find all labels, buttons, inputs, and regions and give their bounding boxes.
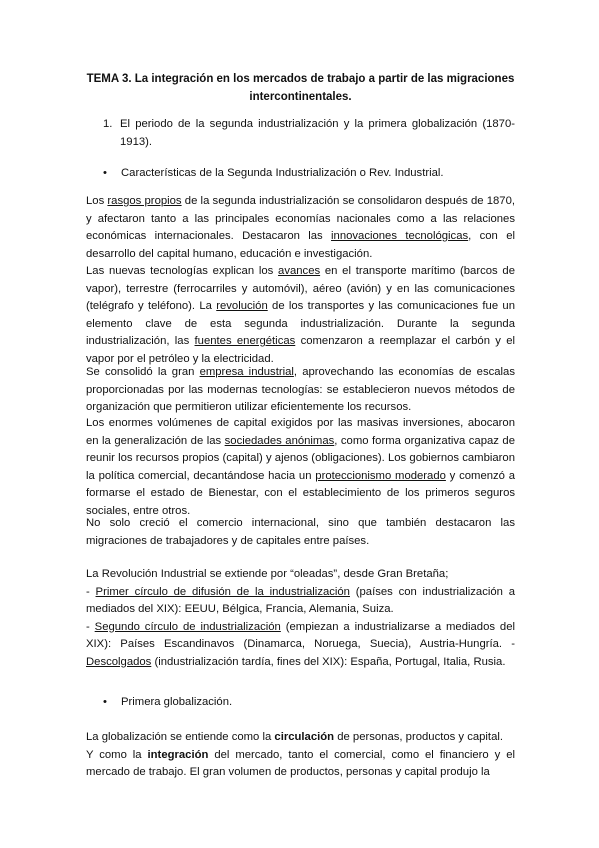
text-run: comenzaron a reemplazar el carbón y el vapor por el petróleo y la electricidad. xyxy=(86,335,515,365)
bullet-text: Características de la Segunda Industrialización o Rev. Industrial. xyxy=(121,167,444,179)
list-item-text: El periodo de la segunda industrialización y la primera globalización (1870-1913). xyxy=(120,118,515,148)
text-run: , aprovechando las economías de escalas proporcionadas por las modernas tecnologías: se establecieron nuevos métodos de organización que permitieron utilizar eficientemente los recursos. xyxy=(86,366,515,413)
paragraph-migraciones: No solo creció el comercio internacional, sino que también destacaron las migraciones de trabajadores y de capitales entre países. xyxy=(86,517,515,547)
paragraph-capital xyxy=(86,415,515,520)
text-run: (empiezan a industrializarse a mediados del XIX): Países Escandinavos (Dinamarca, Noruega, Suecia), Austria-Hungría. - xyxy=(86,620,515,650)
numbered-list-item xyxy=(86,116,515,151)
bullet-item-segunda-industrializacion xyxy=(86,165,515,183)
underlined-term: innovaciones tecnológicas xyxy=(331,230,469,242)
text-run: de los transportes y las comunicaciones fue un elemento clave de esta segunda industrialización. Durante la segunda industrialización, las xyxy=(86,300,515,347)
underlined-term: Descolgados xyxy=(86,655,152,668)
bullet-text: Primera globalización. xyxy=(121,696,233,708)
text-run: La globalización se entiende como la xyxy=(86,731,275,743)
text-run: en el transporte marítimo (barcos de vapor), terrestre (ferrocarriles y automóvil), aéreo (avión) y en las comunicaciones (telégrafo y teléfono). La xyxy=(86,265,515,312)
underlined-term: avances xyxy=(278,265,321,277)
integracion-line xyxy=(86,747,515,782)
text-run: (países con industrialización a mediados del XIX): EEUU, Bélgica, Francia, Alemania, Suiza. xyxy=(86,585,515,615)
bold-term: circulación xyxy=(274,731,335,743)
bullet-icon: • xyxy=(103,167,107,179)
paragraph-globalizacion xyxy=(86,729,515,782)
bullet-item-primera-globalizacion xyxy=(86,694,515,712)
bold-term: integración xyxy=(147,748,209,761)
underlined-term: rasgos propios xyxy=(107,195,182,207)
text-run: - xyxy=(86,585,96,598)
paragraph-oleadas xyxy=(86,566,515,671)
bullet-icon: • xyxy=(103,696,107,708)
text-run: , como forma organizativa capaz de reunir los recursos propios (capital) y ajenos (obligaciones). Los gobiernos cambiaron la política comercial, decantándose hacia un xyxy=(86,434,515,482)
underlined-term: Primer círculo de difusión de la industrialización xyxy=(95,585,350,598)
text-run: (industrialización tardía, fines del XIX): España, Portugal, Italia, Rusia. xyxy=(151,655,506,668)
underlined-term: proteccionismo moderado xyxy=(315,469,446,482)
text-run: Y como la xyxy=(86,748,148,761)
primer-circulo-line xyxy=(86,584,515,619)
text-run: de personas, productos y capital. xyxy=(334,731,504,743)
text-run: Se consolidó la gran xyxy=(86,366,200,378)
text-run: Los xyxy=(86,195,108,207)
list-number: 1. xyxy=(103,118,113,130)
oleadas-intro: La Revolución Industrial se extiende por “oleadas”, desde Gran Bretaña; xyxy=(86,568,449,580)
underlined-term: Segundo círculo de industrialización xyxy=(94,620,281,633)
underlined-term: sociedades anónimas xyxy=(224,434,335,447)
text-run: - xyxy=(86,620,95,633)
paragraph-tecnologias xyxy=(86,263,515,368)
text-run: de la segunda industrialización se consolidaron después de 1870, y afectaron tanto a las principales economías nacionales como a las relaciones económicas internacionales. Destacaron las xyxy=(86,195,515,242)
paragraph-rasgos xyxy=(86,193,515,263)
underlined-term: fuentes energéticas xyxy=(194,335,296,347)
text-run: del mercado, tanto el comercial, como el financiero y el mercado de trabajo. El gran volumen de productos, personas y capital produjo la xyxy=(86,748,515,778)
text-run: Los enormes volúmenes de capital exigidos por las masivas inversiones, abocaron en la generalización de las xyxy=(86,417,515,447)
text-run: y comenzó a formarse el estado de Bienestar, con el establecimiento de los primeros seguros sociales, entre otros. xyxy=(86,469,516,517)
document-title: TEMA 3. La integración en los mercados de trabajo a partir de las migraciones intercontinentales. xyxy=(86,73,515,103)
underlined-term: revolución xyxy=(216,300,268,312)
segundo-circulo-line xyxy=(86,619,515,672)
underlined-term: empresa industrial xyxy=(199,366,294,378)
paragraph-empresa xyxy=(86,364,515,417)
globalizacion-line xyxy=(86,729,515,747)
text-run: , con el desarrollo del capital humano, educación e investigación. xyxy=(86,230,515,260)
text-run: Las nuevas tecnologías explican los xyxy=(86,265,279,277)
